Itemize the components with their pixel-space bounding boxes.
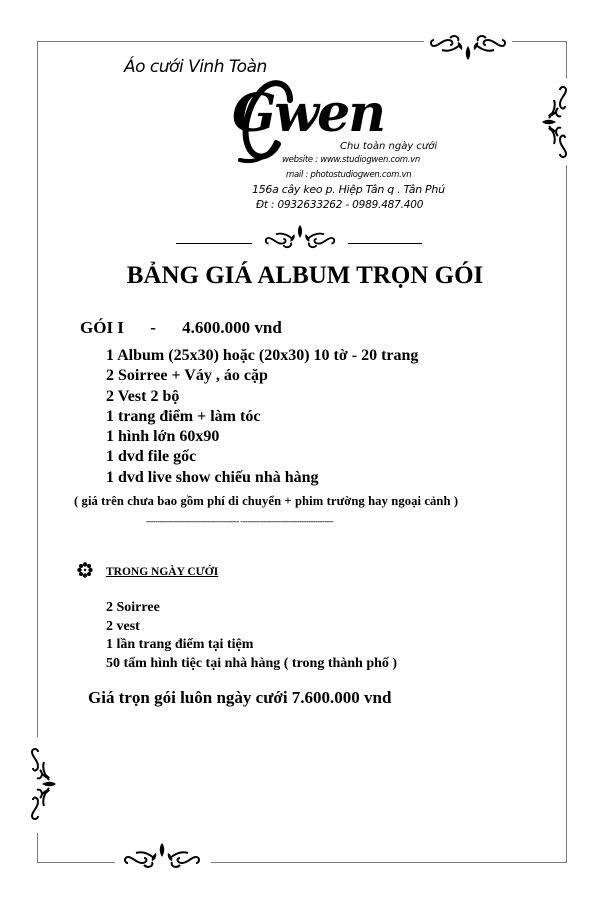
wedding-day-heading: TRONG NGÀY CƯỚI <box>106 566 219 578</box>
package-price: 4.600.000 vnd <box>182 318 282 337</box>
tagline: Chu toàn ngày cưới <box>340 141 438 152</box>
frame-left-upper-line <box>37 41 38 737</box>
list-item: 2 Soirree <box>106 600 160 615</box>
dashed-divider: ----------------------------------------- ----------------------------------------- <box>146 517 334 526</box>
list-item: 50 tấm hình tiệc tại nhà hàng ( trong thành phố ) <box>106 655 398 671</box>
flourish-ornament-icon <box>263 225 337 251</box>
frame-bottom-right-line <box>211 862 567 863</box>
page-title: BẢNG GIÁ ALBUM TRỌN GÓI <box>126 262 484 289</box>
package-separator: - <box>150 318 156 337</box>
frame-top-right-line <box>512 41 567 42</box>
package-heading <box>80 318 282 338</box>
phone: Đt : 0932633262 - 0989.487.400 <box>256 199 424 211</box>
list-item: 1 hình lớn 60x90 <box>106 428 220 446</box>
package-name: GÓI I <box>80 318 124 337</box>
list-item: 1 trang điểm + làm tóc <box>106 407 261 425</box>
list-item: 1 Album (25x30) hoặc (20x30) 10 tờ - 20 trang <box>106 347 419 364</box>
flourish-ornament-icon <box>122 843 202 871</box>
mail: mail : photostudiogwen.com.vn <box>286 170 412 180</box>
list-item: 1 dvd live show chiếu nhà hàng <box>106 468 319 486</box>
shop-name: Áo cưới Vinh Toàn <box>124 57 267 77</box>
list-item: 2 Vest 2 bộ <box>106 387 180 405</box>
title-divider-left <box>176 243 252 244</box>
frame-right-upper-line <box>566 41 567 78</box>
flourish-ornament-icon <box>428 32 508 62</box>
list-item: 2 vest <box>106 618 140 634</box>
list-item: 2 Soirree + Váy , áo cặp <box>106 367 268 385</box>
list-item: 1 lần trang điểm tại tiệm <box>106 637 254 652</box>
flourish-ornament-icon <box>540 86 568 158</box>
flower-bullet-icon <box>77 562 93 583</box>
frame-top-left-line <box>37 41 424 42</box>
website: website : www.studiogwen.com.vn <box>282 155 420 165</box>
title-divider-right <box>348 243 422 244</box>
address: 156a cây keo p. Hiệp Tân q . Tân Phú <box>252 183 445 196</box>
flourish-ornament-icon <box>30 748 58 820</box>
frame-left-lower-line <box>37 833 38 863</box>
list-item: 1 dvd file gốc <box>106 448 197 466</box>
package-items <box>106 346 418 488</box>
logo-text: Gwen <box>232 83 385 144</box>
price-note: ( giá trên chưa bao gồm phí di chuyển + phim trường hay ngoại cảnh ) <box>74 494 459 508</box>
total-price: Giá trọn gói luôn ngày cưới 7.600.000 vnd <box>88 688 392 707</box>
frame-bottom-left-line <box>37 862 115 863</box>
wedding-day-items <box>106 599 397 673</box>
